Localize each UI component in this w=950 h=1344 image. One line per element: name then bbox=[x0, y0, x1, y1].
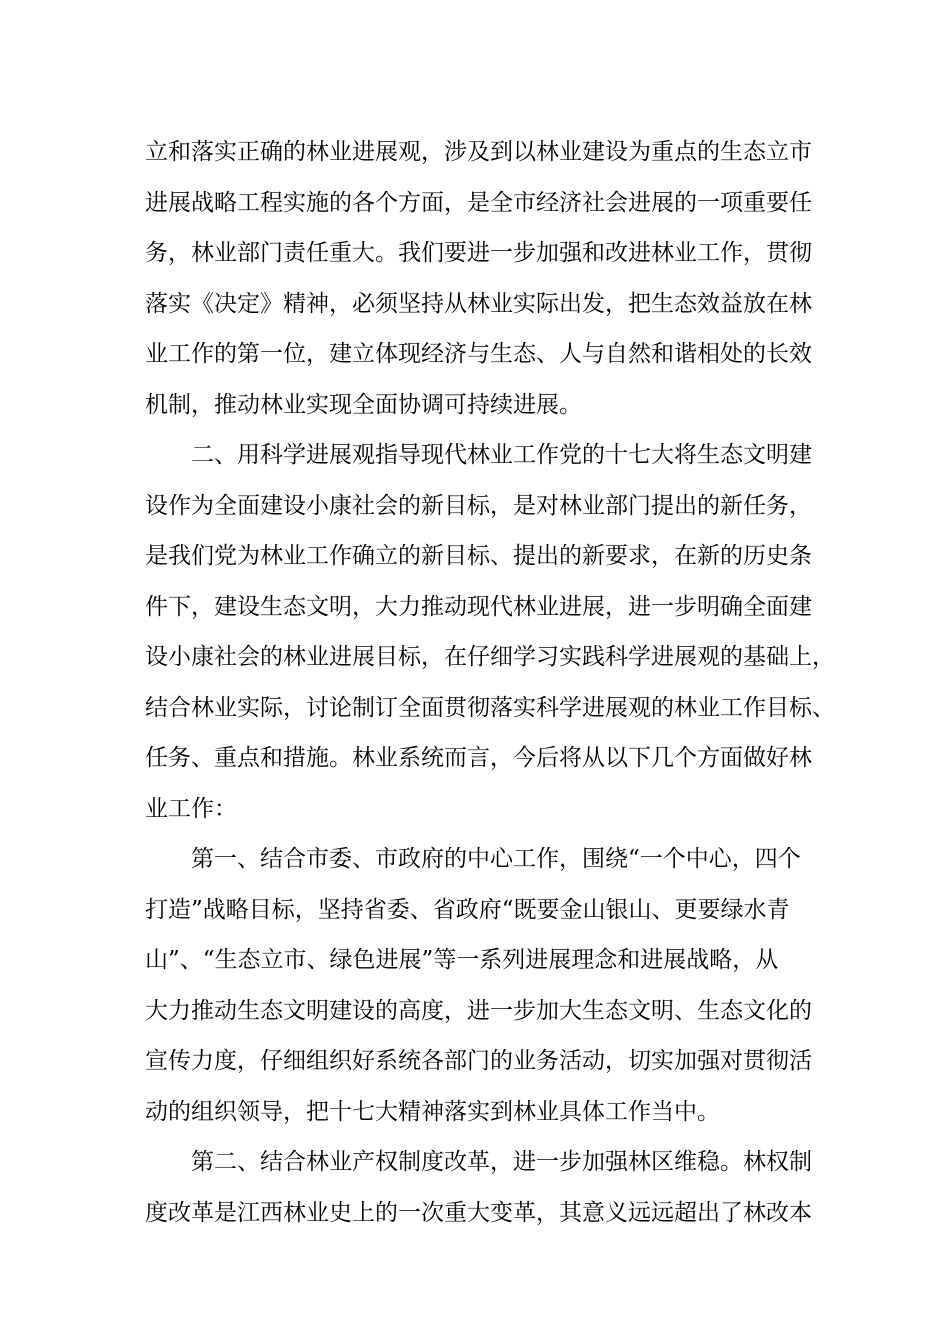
text-line: 度改革是江西林业史上的一次重大变革，其意义远远超出了林改本 bbox=[145, 1199, 812, 1226]
text-line: 业工作的第一位，建立体现经济与生态、人与自然和谐相处的长效 bbox=[145, 341, 812, 367]
paragraph-first-line: 第二、结合林业产权制度改革，进一步加强林区维稳。林权制 bbox=[191, 1149, 812, 1175]
text-line: 立和落实正确的林业进展观，涉及到以林业建设为重点的生态立市 bbox=[145, 139, 812, 165]
text-line: 进展战略工程实施的各个方面，是全市经济社会进展的一项重要任 bbox=[145, 189, 812, 216]
text-line: 宣传力度，仔细组织好系统各部门的业务活动，切实加强对贯彻活 bbox=[145, 1048, 812, 1074]
paragraph-first-line: 第一、结合市委、市政府的中心工作，围绕“一个中心，四个 bbox=[191, 846, 801, 872]
text-line: 山”、“生态立市、绿色进展”等一系列进展理念和进展战略，从 bbox=[145, 947, 779, 973]
text-line: 设作为全面建设小康社会的新目标，是对林业部门提出的新任务， bbox=[145, 492, 812, 519]
text-line: 设小康社会的林业进展目标，在仔细学习实践科学进展观的基础上， bbox=[145, 644, 835, 670]
document-body bbox=[145, 127, 835, 1238]
text-line: 落实《决定》精神，必须坚持从林业实际出发，把生态效益放在林 bbox=[145, 290, 812, 317]
text-line: 件下，建设生态文明，大力推动现代林业进展，进一步明确全面建 bbox=[145, 593, 812, 620]
section-heading-line: 二、用科学进展观指导现代林业工作党的十七大将生态文明建 bbox=[191, 442, 812, 468]
text-line: 业工作： bbox=[145, 795, 237, 822]
text-line: 机制，推动林业实现全面协调可持续进展。 bbox=[145, 391, 582, 418]
text-line: 务，林业部门责任重大。我们要进一步加强和改进林业工作，贯彻 bbox=[145, 240, 812, 266]
text-line: 大力推动生态文明建设的高度，进一步加大生态文明、生态文化的 bbox=[145, 997, 812, 1024]
text-line: 任务、重点和措施。林业系统而言，今后将从以下几个方面做好林 bbox=[145, 745, 812, 771]
text-line: 打造”战略目标，坚持省委、省政府“既要金山银山、更要绿水青 bbox=[145, 896, 790, 923]
text-line: 结合林业实际，讨论制订全面贯彻落实科学进展观的林业工作目标、 bbox=[145, 694, 835, 721]
text-line: 动的组织领导，把十七大精神落实到林业具体工作当中。 bbox=[145, 1098, 720, 1125]
text-line: 是我们党为林业工作确立的新目标、提出的新要求，在新的历史条 bbox=[145, 543, 812, 569]
